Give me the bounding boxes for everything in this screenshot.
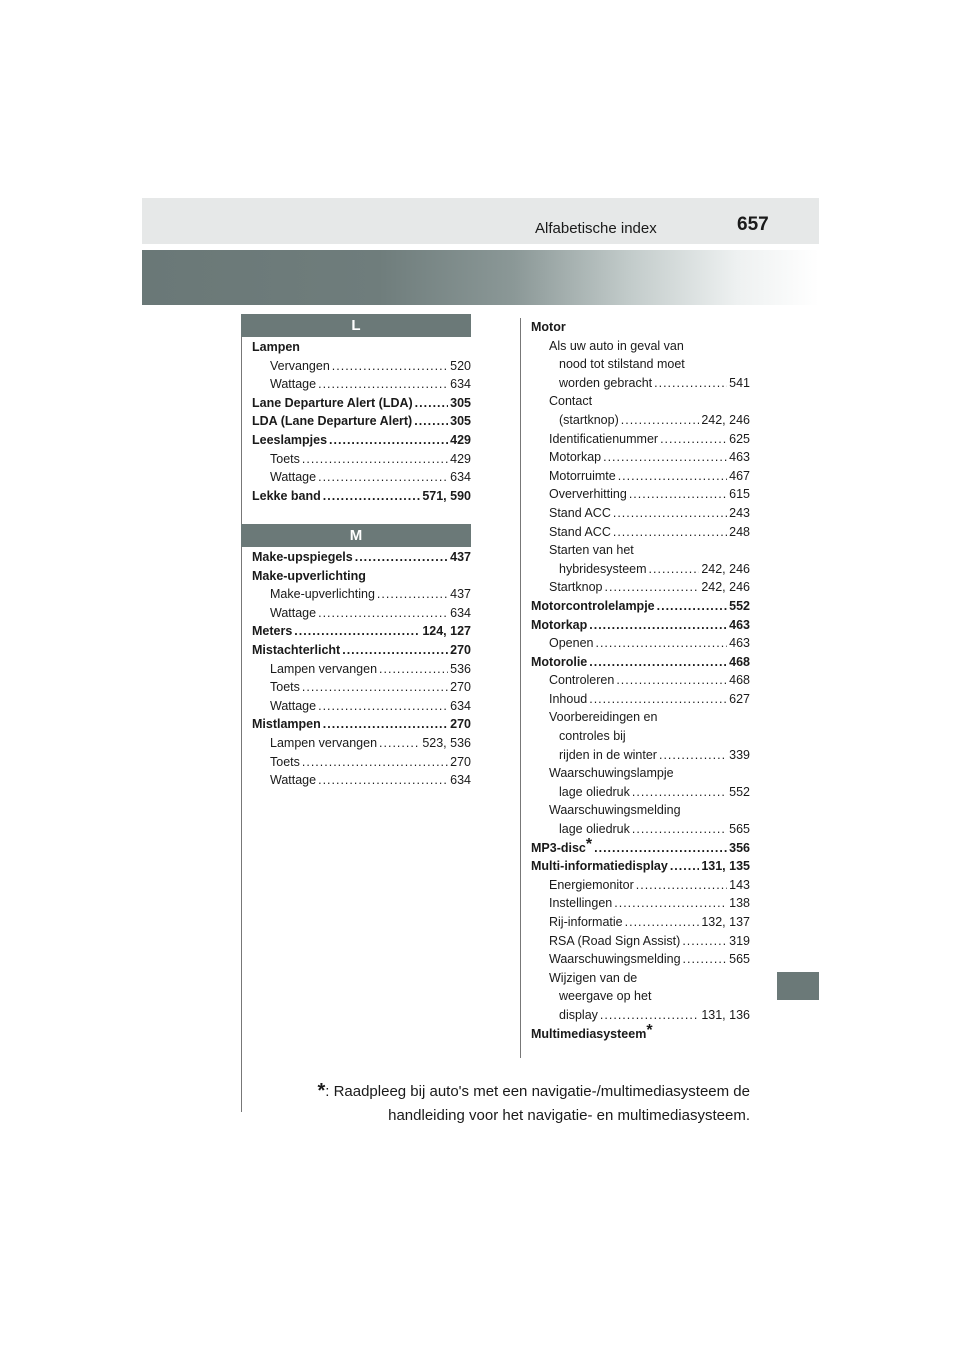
entry-page: 565 bbox=[729, 952, 750, 967]
entry-page: 131, 136 bbox=[701, 1007, 750, 1022]
entry-label: Rij-informatie bbox=[549, 915, 623, 929]
index-entry bbox=[531, 969, 750, 988]
entry-label: Lampen vervangen bbox=[270, 661, 378, 676]
index-entry bbox=[531, 913, 750, 932]
dot-leader bbox=[649, 560, 700, 579]
dot-leader bbox=[595, 634, 727, 653]
entry-label: Wattage bbox=[270, 470, 317, 485]
entry-page: 437 bbox=[450, 550, 471, 564]
index-entry bbox=[531, 801, 750, 820]
entry-page: 615 bbox=[729, 487, 750, 502]
index-entry bbox=[531, 411, 750, 430]
entry-label: Starten van het bbox=[549, 543, 634, 558]
index-entry bbox=[531, 448, 750, 467]
index-column-l bbox=[252, 338, 471, 505]
dot-leader bbox=[342, 641, 448, 660]
dot-leader bbox=[318, 375, 448, 394]
entry-label: Toets bbox=[270, 680, 300, 695]
dot-leader bbox=[294, 622, 420, 641]
entry-label: Mistlampen bbox=[252, 717, 321, 732]
entry-label: Toets bbox=[270, 451, 300, 466]
index-entry bbox=[252, 753, 471, 772]
entry-page: 138 bbox=[729, 896, 750, 911]
index-entry bbox=[531, 560, 750, 579]
footnote-star-icon: * bbox=[646, 1021, 653, 1039]
column-divider-middle bbox=[520, 318, 521, 1058]
entry-label: Multimediasysteem* bbox=[531, 1021, 653, 1041]
entry-label: Multi-informatiedisplay bbox=[531, 859, 668, 874]
dot-leader bbox=[594, 839, 727, 858]
dot-leader bbox=[318, 697, 448, 716]
dot-leader bbox=[589, 653, 727, 672]
entry-page: 270 bbox=[450, 680, 471, 695]
index-entry bbox=[252, 548, 471, 567]
footnote-line-1: : Raadpleeg bij auto's met een navigatie-/multimediasysteem de bbox=[325, 1083, 750, 1100]
index-entry bbox=[531, 783, 750, 802]
entry-page: 634 bbox=[450, 605, 471, 620]
entry-label: Waarschuwingsmelding bbox=[549, 803, 681, 818]
section-title: Alfabetische index bbox=[535, 220, 657, 237]
entry-page: 541 bbox=[729, 375, 750, 390]
index-entry bbox=[531, 764, 750, 783]
footnote-line-2: handleiding voor het navigatie- en multimediasysteem. bbox=[388, 1107, 750, 1124]
entry-label: Motorkap bbox=[549, 450, 602, 465]
entry-label: Waarschuwingslampje bbox=[549, 766, 674, 781]
entry-label: controles bij bbox=[559, 729, 626, 744]
entry-label: Leeslampjes bbox=[252, 432, 328, 447]
index-entry bbox=[531, 857, 750, 876]
dot-leader bbox=[355, 548, 448, 567]
index-entry bbox=[252, 771, 471, 790]
index-entry bbox=[531, 504, 750, 523]
entry-page: 429 bbox=[450, 432, 471, 447]
entry-label: Waarschuwingsmelding bbox=[549, 952, 681, 967]
entry-label: Stand ACC bbox=[549, 524, 611, 539]
dot-leader bbox=[302, 450, 448, 469]
index-entry bbox=[531, 1006, 750, 1025]
entry-page: 305 bbox=[450, 395, 471, 410]
dot-leader bbox=[318, 604, 448, 623]
entry-page: 523, 536 bbox=[422, 735, 471, 750]
entry-label: Wattage bbox=[270, 605, 317, 620]
dot-leader bbox=[659, 746, 727, 765]
dot-leader bbox=[318, 468, 448, 487]
index-column-m bbox=[252, 548, 471, 790]
index-entry bbox=[252, 412, 471, 431]
entry-label: Lane Departure Alert (LDA) bbox=[252, 395, 413, 410]
dot-leader bbox=[379, 734, 420, 753]
entry-label: Identificatienummer bbox=[549, 431, 659, 446]
entry-label: Make-upverlichting bbox=[252, 568, 366, 583]
entry-label: Motorruimte bbox=[549, 468, 616, 483]
entry-label: Inhoud bbox=[549, 691, 588, 706]
footnote-star-icon: * bbox=[585, 835, 593, 853]
entry-label: hybridesysteem bbox=[559, 561, 647, 576]
entry-label: Voorbereidingen en bbox=[549, 710, 658, 725]
dot-leader bbox=[415, 394, 448, 413]
index-entry bbox=[531, 616, 750, 635]
entry-label: Contact bbox=[549, 394, 593, 409]
index-entry bbox=[531, 950, 750, 969]
index-entry bbox=[531, 523, 750, 542]
index-entry bbox=[531, 708, 750, 727]
entry-page: 243 bbox=[729, 505, 750, 520]
entry-page: 242, 246 bbox=[701, 412, 750, 427]
dot-leader bbox=[683, 950, 728, 969]
chapter-banner bbox=[142, 250, 819, 305]
entry-label: Meters bbox=[252, 624, 293, 639]
index-entry bbox=[531, 653, 750, 672]
entry-label: Controleren bbox=[549, 673, 615, 688]
entry-label: Wijzigen van de bbox=[549, 970, 638, 985]
index-entry bbox=[531, 690, 750, 709]
entry-label: Motor bbox=[531, 320, 566, 334]
dot-leader bbox=[613, 504, 727, 523]
entry-label: Stand ACC bbox=[549, 505, 611, 520]
dot-leader bbox=[603, 448, 727, 467]
entry-page: 520 bbox=[450, 358, 471, 373]
index-entry bbox=[531, 374, 750, 393]
entry-page: 468 bbox=[729, 673, 750, 688]
index-entry bbox=[531, 987, 750, 1006]
header-bar bbox=[142, 198, 819, 244]
entry-label: Energiemonitor bbox=[549, 877, 634, 892]
entry-page: 552 bbox=[729, 598, 750, 613]
index-entry bbox=[531, 894, 750, 913]
index-entry bbox=[531, 820, 750, 839]
dot-leader bbox=[377, 585, 448, 604]
entry-page: 634 bbox=[450, 773, 471, 788]
index-entry bbox=[531, 1021, 750, 1044]
index-entry bbox=[252, 450, 471, 469]
dot-leader bbox=[618, 467, 727, 486]
entry-label: Startknop bbox=[549, 580, 603, 595]
letter-heading-l: L bbox=[241, 314, 471, 337]
index-entry bbox=[252, 734, 471, 753]
index-entry bbox=[531, 671, 750, 690]
entry-label: Instellingen bbox=[549, 896, 613, 911]
entry-label: nood tot stilstand moet bbox=[559, 357, 685, 372]
dot-leader bbox=[621, 411, 700, 430]
letter-heading-m: M bbox=[241, 524, 471, 547]
index-entry bbox=[252, 468, 471, 487]
entry-page: 143 bbox=[729, 877, 750, 892]
dot-leader bbox=[629, 485, 727, 504]
entry-page: 463 bbox=[729, 450, 750, 465]
entry-label: weergave op het bbox=[559, 989, 652, 1004]
entry-page: 132, 137 bbox=[701, 915, 750, 929]
index-entry bbox=[252, 585, 471, 604]
entry-page: 634 bbox=[450, 470, 471, 485]
dot-leader bbox=[329, 431, 448, 450]
entry-label: Toets bbox=[270, 754, 300, 769]
index-entry bbox=[531, 876, 750, 895]
entry-page: 437 bbox=[450, 587, 471, 602]
entry-label: LDA (Lane Departure Alert) bbox=[252, 414, 413, 429]
dot-leader bbox=[616, 671, 727, 690]
entry-label: worden gebracht bbox=[559, 375, 653, 390]
index-entry bbox=[252, 641, 471, 660]
entry-page: 242, 246 bbox=[701, 561, 750, 576]
index-entry bbox=[531, 541, 750, 560]
index-entry bbox=[252, 697, 471, 716]
column-divider-left bbox=[241, 318, 242, 1112]
index-entry bbox=[531, 467, 750, 486]
dot-leader bbox=[589, 616, 727, 635]
dot-leader bbox=[613, 523, 727, 542]
dot-leader bbox=[632, 820, 727, 839]
entry-label: Motorcontrolelampje bbox=[531, 598, 655, 613]
dot-leader bbox=[670, 857, 700, 876]
page-number: 657 bbox=[737, 214, 769, 235]
entry-label: rijden in de winter bbox=[559, 747, 657, 762]
dot-leader bbox=[614, 894, 727, 913]
index-entry bbox=[531, 392, 750, 411]
dot-leader bbox=[632, 783, 727, 802]
index-entry bbox=[252, 622, 471, 641]
dot-leader bbox=[302, 678, 448, 697]
index-entry bbox=[252, 338, 471, 357]
entry-label: Wattage bbox=[270, 377, 317, 392]
dot-leader bbox=[318, 771, 448, 790]
entry-label: Lekke band bbox=[252, 488, 321, 503]
index-entry bbox=[531, 634, 750, 653]
dot-leader bbox=[323, 487, 421, 506]
footnote bbox=[300, 1079, 750, 1128]
index-entry bbox=[252, 715, 471, 734]
entry-page: 468 bbox=[729, 654, 750, 669]
dot-leader bbox=[682, 932, 727, 951]
index-column-m-continued bbox=[531, 318, 750, 1043]
entry-label: Motorolie bbox=[531, 654, 588, 669]
index-entry bbox=[531, 835, 750, 858]
index-entry bbox=[252, 660, 471, 679]
entry-label: RSA (Road Sign Assist) bbox=[549, 933, 681, 948]
entry-page: 270 bbox=[450, 642, 471, 657]
entry-label: Oververhitting bbox=[549, 487, 627, 502]
dot-leader bbox=[660, 430, 727, 449]
entry-label: lage oliedruk bbox=[559, 822, 630, 837]
index-entry bbox=[531, 337, 750, 356]
chapter-tab bbox=[777, 972, 819, 1000]
entry-label: Lampen vervangen bbox=[270, 735, 378, 750]
dot-leader bbox=[657, 597, 728, 616]
entry-page: 319 bbox=[729, 933, 750, 948]
dot-leader bbox=[332, 357, 448, 376]
entry-label: Wattage bbox=[270, 698, 317, 713]
index-entry bbox=[531, 355, 750, 374]
index-entry bbox=[531, 746, 750, 765]
entry-page: 536 bbox=[450, 661, 471, 676]
entry-label: MP3-disc* bbox=[531, 835, 593, 855]
entry-page: 627 bbox=[729, 691, 750, 706]
index-entry bbox=[531, 727, 750, 746]
index-entry bbox=[252, 375, 471, 394]
index-entry bbox=[252, 431, 471, 450]
index-entry bbox=[531, 597, 750, 616]
index-entry bbox=[252, 487, 471, 506]
entry-page: 305 bbox=[450, 414, 471, 429]
entry-label: Make-upverlichting bbox=[270, 587, 375, 602]
index-entry bbox=[531, 932, 750, 951]
entry-label: Motorkap bbox=[531, 617, 588, 632]
entry-label: Als uw auto in geval van bbox=[549, 338, 684, 353]
entry-page: 429 bbox=[450, 451, 471, 466]
entry-label: Wattage bbox=[270, 773, 317, 788]
entry-label: Mistachterlicht bbox=[252, 642, 341, 657]
entry-label: Make-upspiegels bbox=[252, 550, 353, 564]
entry-page: 571, 590 bbox=[422, 488, 471, 503]
index-entry bbox=[252, 604, 471, 623]
entry-page: 242, 246 bbox=[701, 580, 750, 595]
dot-leader bbox=[414, 412, 448, 431]
entry-page: 131, 135 bbox=[701, 859, 750, 874]
dot-leader bbox=[589, 690, 727, 709]
entry-label: Openen bbox=[549, 636, 594, 651]
footnote-marker: * bbox=[317, 1080, 326, 1102]
dot-leader bbox=[379, 660, 448, 679]
entry-page: 248 bbox=[729, 524, 750, 539]
entry-page: 270 bbox=[450, 717, 471, 732]
dot-leader bbox=[323, 715, 448, 734]
dot-leader bbox=[625, 913, 700, 932]
entry-label: Lampen bbox=[252, 340, 300, 354]
entry-page: 463 bbox=[729, 617, 750, 632]
index-entry bbox=[531, 430, 750, 449]
entry-page: 625 bbox=[729, 431, 750, 446]
entry-page: 270 bbox=[450, 754, 471, 769]
index-entry bbox=[252, 567, 471, 586]
entry-page: 552 bbox=[729, 784, 750, 799]
index-entry bbox=[252, 357, 471, 376]
dot-leader bbox=[636, 876, 727, 895]
entry-label: lage oliedruk bbox=[559, 784, 630, 799]
entry-page: 463 bbox=[729, 636, 750, 651]
entry-page: 124, 127 bbox=[422, 624, 471, 639]
entry-label: (startknop) bbox=[559, 412, 619, 427]
entry-page: 467 bbox=[729, 468, 750, 483]
entry-page: 356 bbox=[729, 840, 750, 855]
index-entry bbox=[531, 578, 750, 597]
entry-label: Vervangen bbox=[270, 358, 330, 373]
index-entry bbox=[252, 394, 471, 413]
dot-leader bbox=[302, 753, 448, 772]
index-entry bbox=[531, 485, 750, 504]
index-entry bbox=[252, 678, 471, 697]
entry-page: 339 bbox=[729, 747, 750, 762]
dot-leader bbox=[654, 374, 727, 393]
index-entry bbox=[531, 318, 750, 337]
entry-page: 565 bbox=[729, 822, 750, 837]
dot-leader bbox=[605, 578, 700, 597]
entry-page: 634 bbox=[450, 377, 471, 392]
entry-page: 634 bbox=[450, 698, 471, 713]
entry-label: display bbox=[559, 1007, 598, 1022]
